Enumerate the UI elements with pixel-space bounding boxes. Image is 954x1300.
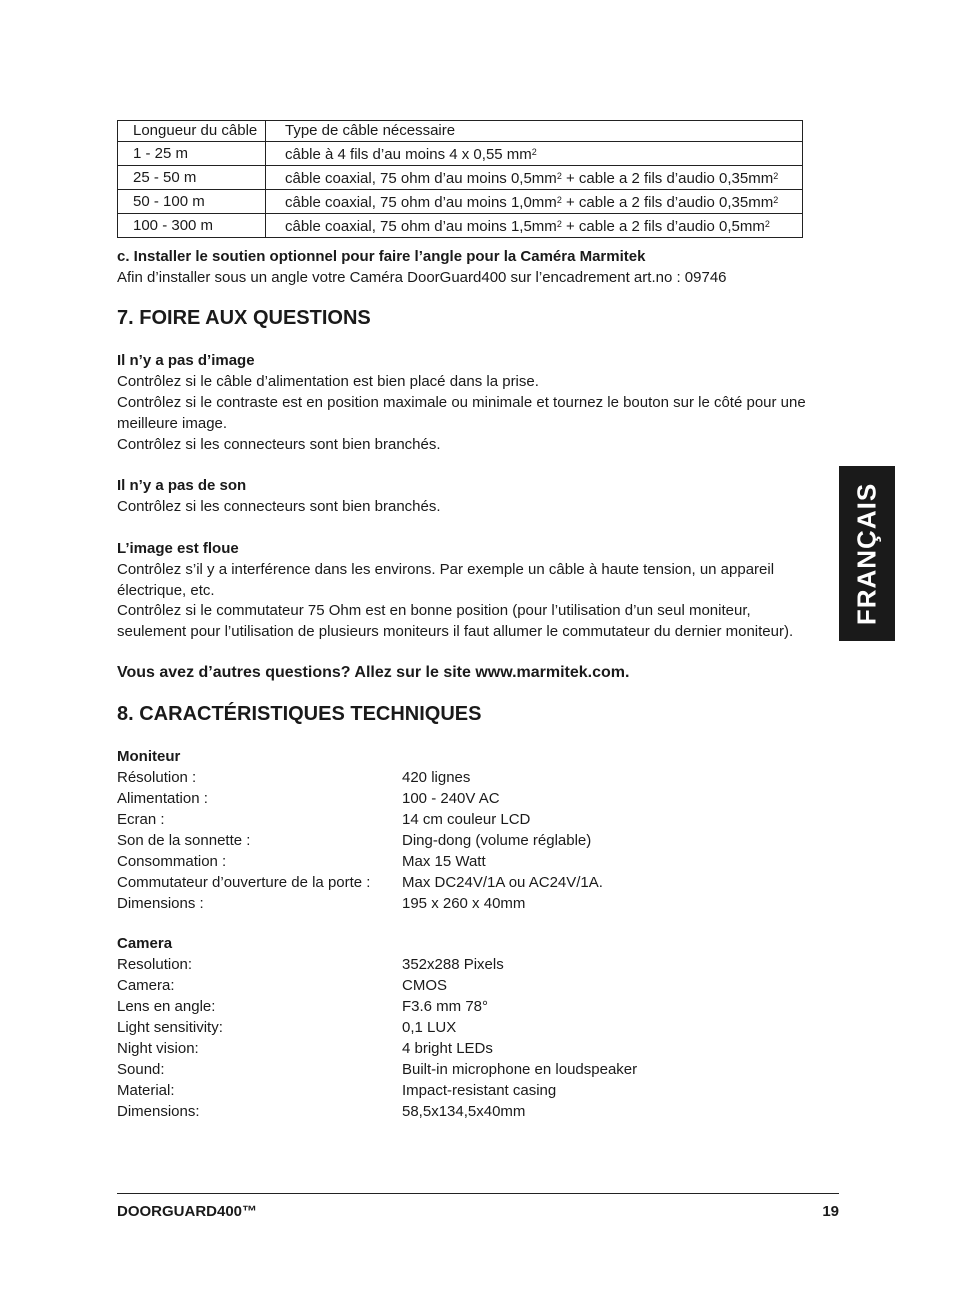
language-tab xyxy=(839,466,895,641)
cable-table xyxy=(117,120,803,238)
table-cell-type: câble coaxial, 75 ohm d’au moins $1,0mm^2$ + cable a 2 fils d’audio $0,35mm^2$ xyxy=(266,190,803,214)
faq-q3-line: électrique, etc. xyxy=(117,582,215,599)
spec-key: Material: xyxy=(117,1082,175,1099)
spec-row xyxy=(117,851,717,872)
spec-value: 420 lignes xyxy=(402,769,471,786)
spec-row xyxy=(117,809,717,830)
spec-row xyxy=(117,996,717,1017)
spec-key: Résolution : xyxy=(117,769,197,786)
spec-value: 14 cm couleur LCD xyxy=(402,811,531,828)
section-c-text: Afin d’installer sous un angle votre Caméra DoorGuard400 sur l’encadrement art.no : 09746 xyxy=(117,269,727,286)
spec-key: Camera: xyxy=(117,977,175,994)
table-cell-type: câble à 4 fils d’au moins 4 x 0,55 $mm^2$ xyxy=(266,142,803,166)
spec-value: Built-in microphone en loudspeaker xyxy=(402,1061,638,1078)
table-cell-length: 50 - 100 m xyxy=(118,190,266,214)
table-row xyxy=(118,142,803,166)
table-cell-length: 100 - 300 m xyxy=(118,214,266,238)
spec-row xyxy=(117,830,717,851)
faq-heading: 7. FOIRE AUX QUESTIONS xyxy=(117,307,371,329)
spec-value: 195 x 260 x 40mm xyxy=(402,895,526,912)
footer-divider xyxy=(117,1193,839,1194)
spec-key: Resolution: xyxy=(117,956,193,973)
spec-key: Sound: xyxy=(117,1061,165,1078)
spec-value: 100 - 240V AC xyxy=(402,790,500,807)
spec-row xyxy=(117,1059,717,1080)
spec-value: F3.6 mm 78° xyxy=(402,998,489,1015)
spec-key: Alimentation : xyxy=(117,790,208,807)
spec-value: 58,5x134,5x40mm xyxy=(402,1103,526,1120)
faq-q1-title: Il n’y a pas d’image xyxy=(117,352,255,369)
language-tab-label: FRANÇAIS xyxy=(851,482,882,625)
table-cell-length: 1 - 25 m xyxy=(118,142,266,166)
table-row xyxy=(118,121,803,142)
faq-q2-title: Il n’y a pas de son xyxy=(117,477,247,494)
faq-q1-line: Contrôlez si le contraste est en position maximale ou minimale et tournez le bouton sur le côté pour une xyxy=(117,394,806,411)
spec-value: Max DC24V/1A ou AC24V/1A. xyxy=(402,874,603,891)
faq-more-questions: Vous avez d’autres questions? Allez sur le site www.marmitek.com. xyxy=(117,664,630,681)
spec-row xyxy=(117,1101,717,1122)
table-cell-length: 25 - 50 m xyxy=(118,166,266,190)
monitor-title: Moniteur xyxy=(117,748,181,765)
table-row xyxy=(118,214,803,238)
spec-value: Ding-dong (volume réglable) xyxy=(402,832,592,849)
specs-heading: 8. CARACTÉRISTIQUES TECHNIQUES xyxy=(117,703,482,725)
section-c-title: c. Installer le soutien optionnel pour faire l’angle pour la Caméra Marmitek xyxy=(117,248,646,265)
table-cell-type: câble coaxial, 75 ohm d’au moins $1,5mm^2$ + cable a 2 fils d’audio $0,5mm^2$ xyxy=(266,214,803,238)
faq-q1-line: meilleure image. xyxy=(117,415,228,432)
monitor-spec-list xyxy=(117,767,717,914)
spec-row xyxy=(117,767,717,788)
camera-title: Camera xyxy=(117,935,173,952)
table-row xyxy=(118,166,803,190)
spec-key: Dimensions: xyxy=(117,1103,200,1120)
faq-q3-line: Contrôlez s’il y a interférence dans les environs. Par exemple un câble à haute tension, un appareil xyxy=(117,561,775,578)
spec-key: Commutateur d’ouverture de la porte : xyxy=(117,874,371,891)
table-header-type: Type de câble nécessaire xyxy=(266,121,803,142)
spec-key: Ecran : xyxy=(117,811,165,828)
faq-q1-line: Contrôlez si les connecteurs sont bien branchés. xyxy=(117,436,441,453)
faq-q3-title: L’image est floue xyxy=(117,540,239,557)
faq-q1-line: Contrôlez si le câble d’alimentation est bien placé dans la prise. xyxy=(117,373,539,390)
faq-q2-line: Contrôlez si les connecteurs sont bien branchés. xyxy=(117,498,441,515)
table-header-length: Longueur du câble xyxy=(118,121,266,142)
spec-key: Consommation : xyxy=(117,853,227,870)
spec-key: Son de la sonnette : xyxy=(117,832,251,849)
spec-row xyxy=(117,1080,717,1101)
table-row xyxy=(118,190,803,214)
spec-key: Lens en angle: xyxy=(117,998,216,1015)
camera-spec-list xyxy=(117,954,717,1122)
spec-key: Dimensions : xyxy=(117,895,204,912)
faq-q3-line: seulement pour l’utilisation de plusieurs moniteurs il faut allumer le commutateur du dernier moniteur). xyxy=(117,623,794,640)
spec-key: Light sensitivity: xyxy=(117,1019,223,1036)
faq-q3-line: Contrôlez si le commutateur 75 Ohm est en bonne position (pour l’utilisation d’un seul moniteur, xyxy=(117,602,751,619)
spec-row xyxy=(117,872,717,893)
spec-row xyxy=(117,1017,717,1038)
spec-row xyxy=(117,788,717,809)
spec-key: Night vision: xyxy=(117,1040,199,1057)
table-cell-type: câble coaxial, 75 ohm d’au moins $0,5mm^2$ + cable a 2 fils d’audio $0,35mm^2$ xyxy=(266,166,803,190)
spec-value: CMOS xyxy=(402,977,447,994)
spec-value: 4 bright LEDs xyxy=(402,1040,493,1057)
footer-product: DOORGUARD400™ xyxy=(117,1203,258,1220)
spec-row xyxy=(117,1038,717,1059)
spec-row xyxy=(117,893,717,914)
spec-value: 352x288 Pixels xyxy=(402,956,504,973)
spec-value: 0,1 LUX xyxy=(402,1019,457,1036)
spec-row xyxy=(117,975,717,996)
spec-row xyxy=(117,954,717,975)
footer-page-number: 19 xyxy=(822,1203,839,1220)
spec-value: Max 15 Watt xyxy=(402,853,486,870)
spec-value: Impact-resistant casing xyxy=(402,1082,557,1099)
